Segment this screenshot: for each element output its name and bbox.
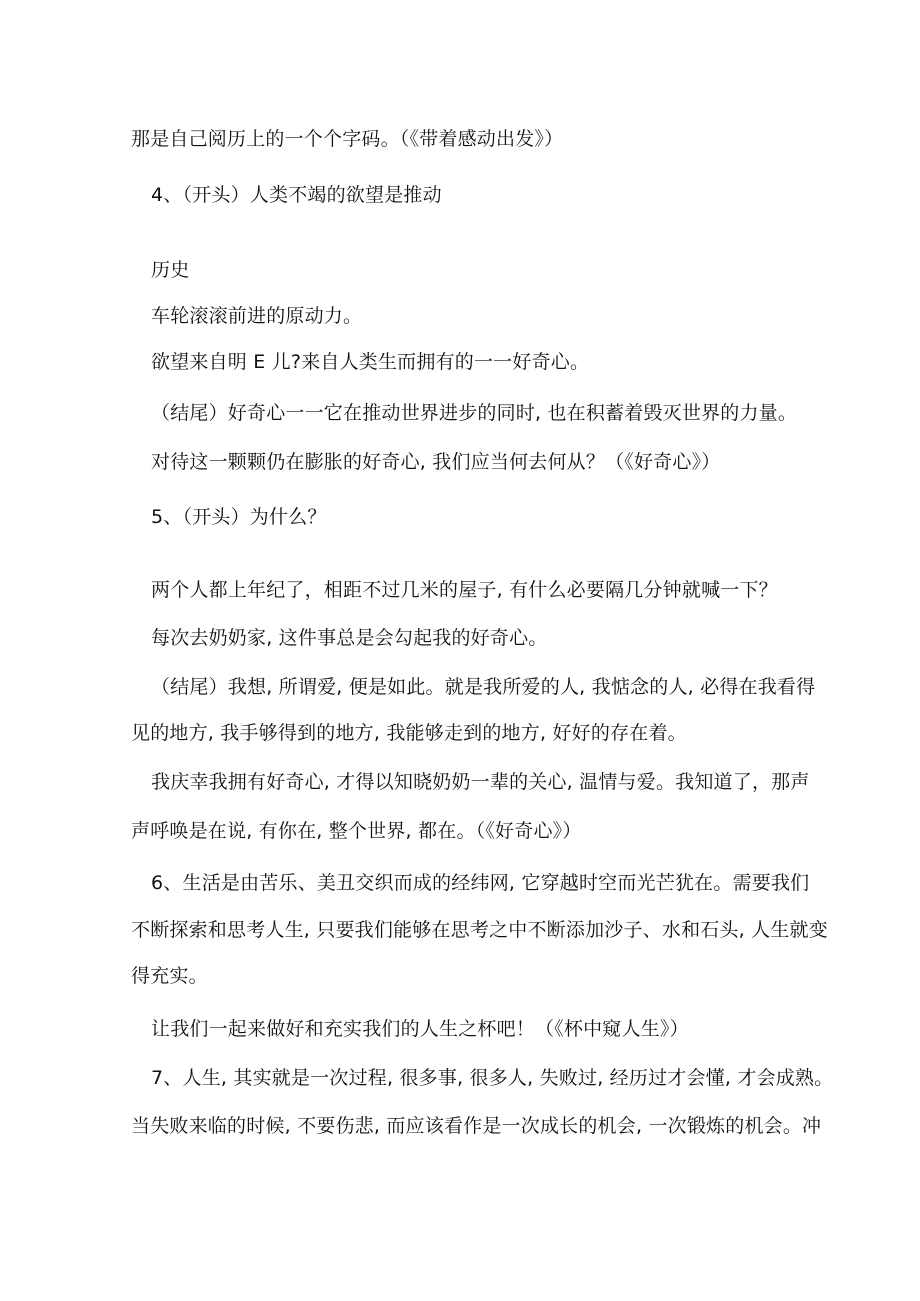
text-line-16: 不断探索和思考人生, 只要我们能够在思考之中不断添加沙子、水和石头, 人生就变 — [131, 919, 828, 941]
text-line-20: 当失败来临的时候, 不要伤悲, 而应该看作是一次成长的机会, 一次锻炼的机会。冲 — [131, 1115, 822, 1137]
text-line-11: （结尾）我想, 所谓爱, 便是如此。就是我所爱的人, 我惦念的人, 必得在我看得 — [151, 676, 816, 698]
text-line-2: 4、（开头）人类不竭的欲望是推动 — [151, 184, 442, 206]
text-line-19: 7、人生, 其实就是一次过程, 很多事, 很多人, 失败过, 经历过才会懂, 才会成熟。 — [151, 1067, 834, 1089]
text-line-17: 得充实。 — [131, 965, 208, 987]
text-line-14: 声呼唤是在说, 有你在, 整个世界, 都在。（《好奇心》） — [131, 820, 582, 842]
text-line-9: 两个人都上年纪了，相距不过几米的屋子, 有什么必要隔几分钟就喊一下？ — [151, 579, 778, 601]
text-line-3: 历史 — [151, 259, 190, 281]
text-line-15: 6、生活是由苦乐、美丑交织而成的经纬网, 它穿越时空而光芒犹在。需要我们 — [151, 872, 810, 894]
text-line-4: 车轮滚滚前进的原动力。 — [151, 305, 363, 327]
text-line-12: 见的地方, 我手够得到的地方, 我能够走到的地方, 好好的存在着。 — [131, 722, 687, 744]
text-line-6: （结尾）好奇心一一它在推动世界进步的同时, 也在积蓄着毁灭世界的力量。 — [151, 402, 798, 424]
text-line-1: 那是自己阅历上的一个个字码。（《带着感动出发》） — [131, 128, 564, 150]
text-line-8: 5、（开头）为什么？ — [151, 506, 327, 528]
text-line-10: 每次去奶奶家, 这件事总是会勾起我的好奇心。 — [151, 627, 548, 649]
text-line-18: 让我们一起来做好和充实我们的人生之杯吧！（《杯中窥人生》） — [151, 1018, 689, 1040]
text-line-7: 对待这一颗颗仍在膨胀的好奇心, 我们应当何去何从？（《好奇心》） — [151, 451, 721, 473]
text-line-5: 欲望来自明 E 儿?来自人类生而拥有的一一好奇心。 — [151, 351, 590, 373]
text-line-13: 我庆幸我拥有好奇心, 才得以知晓奶奶一辈的关心, 温情与爱。我知道了，那声 — [151, 771, 810, 793]
